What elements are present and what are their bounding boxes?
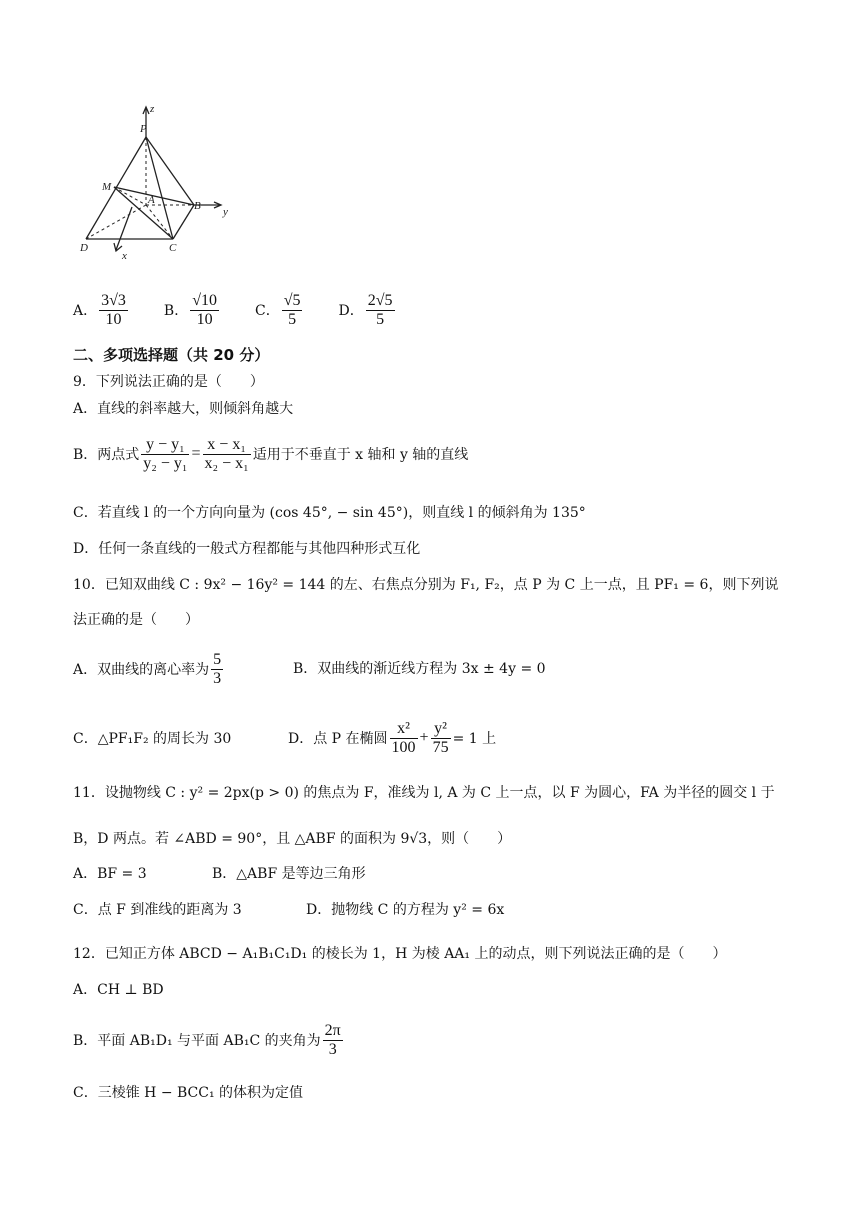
q11-option-d: D．抛物线 C 的方程为 y² = 6x [306, 902, 505, 918]
q12-option-b [73, 1018, 345, 1062]
q9-option-b [73, 432, 468, 476]
q10-option-b: B．双曲线的渐近线方程为 3x ± 4y = 0 [293, 661, 546, 677]
q10-d-fraction-1 [390, 720, 418, 757]
q12-b-num: 2π [324, 1021, 341, 1039]
q10-a-den: 3 [213, 669, 222, 687]
label-a: A [148, 194, 155, 206]
q12-b-den: 3 [328, 1040, 337, 1058]
q9-option-a: A．直线的斜率越大，则倾斜角越大 [73, 401, 294, 417]
q10-option-d [288, 716, 496, 760]
q10-d-plus: + [419, 729, 429, 746]
q10-stem-line2: 法正确的是（ ） [73, 612, 199, 628]
q9-b-post: 适用于不垂直于 x 轴和 y 轴的直线 [252, 447, 469, 463]
q8-b-letter: B． [163, 303, 189, 319]
label-z: z [150, 103, 155, 115]
q9-b-f1-den: y₂ − y₁ [143, 454, 188, 472]
q11-stem-line2: B，D 两点。若 ∠ABD = 90°，且 △ABF 的面积为 9√3，则（ ） [73, 831, 512, 847]
q11-option-b: B．△ABF 是等边三角形 [212, 866, 366, 882]
q10-a-fraction [211, 651, 223, 688]
q10-d-f2-num: y² [431, 720, 451, 739]
label-b: B [194, 200, 201, 212]
q9-b-fraction-1 [141, 436, 189, 473]
label-d: D [80, 242, 88, 254]
q9-option-c: C．若直线 l 的一个方向向量为 (cos 45°, − sin 45°)，则直线 l 的倾斜角为 135° [73, 505, 586, 521]
q8-option-c [255, 292, 305, 329]
q8-a-num: 3√3 [101, 291, 126, 309]
q10-stem-line1: 10．已知双曲线 C : 9x² − 16y² = 144 的左、右焦点分别为 F₁, F₂，点 P 为 C 上一点，且 PF₁ = 6，则下列说 [73, 577, 779, 593]
q8-d-den: 5 [376, 310, 385, 328]
q8-a-den: 10 [105, 310, 122, 328]
pyramid-figure [70, 102, 250, 262]
q8-d-fraction [366, 292, 395, 329]
q12-b-fraction [323, 1022, 343, 1059]
q9-stem: 9．下列说法正确的是（ ） [73, 374, 264, 390]
q8-option-a [73, 292, 130, 329]
q9-b-f1-num: y − y₁ [141, 436, 189, 455]
q8-c-den: 5 [288, 310, 297, 328]
q10-d-f1-num: x² [390, 720, 418, 739]
q10-a-pre: A．双曲线的离心率为 [73, 662, 210, 678]
label-m: M [102, 181, 112, 193]
q8-b-num: √10 [192, 291, 217, 309]
q11-stem-line1: 11．设抛物线 C : y² = 2px(p > 0) 的焦点为 F，准线为 l, A 为 C 上一点，以 F 为圆心，FA 为半径的圆交 l 于 [73, 785, 775, 801]
q9-b-eq: = [191, 445, 201, 462]
q11-option-a: A．BF = 3 [73, 866, 147, 882]
q8-option-d [338, 292, 396, 329]
q10-d-f2-den: 75 [432, 738, 449, 756]
q10-d-fraction-2 [431, 720, 451, 757]
section-heading: 二、多项选择题（共 20 分） [73, 346, 270, 364]
q9-b-fraction-2 [203, 436, 251, 473]
q8-b-den: 10 [196, 310, 213, 328]
q12-option-a: A．CH ⊥ BD [73, 982, 164, 998]
q8-c-letter: C． [254, 303, 280, 319]
q9-b-f2-den: x₂ − x₁ [204, 454, 249, 472]
q10-option-a [73, 647, 225, 691]
q9-option-d: D．任何一条直线的一般式方程都能与其他四种形式互化 [73, 541, 421, 557]
q8-a-fraction [99, 292, 128, 329]
q11-option-c: C．点 F 到准线的距离为 3 [73, 902, 242, 918]
q8-option-b [164, 292, 221, 329]
q8-a-letter: A． [73, 303, 98, 319]
q10-d-f1-den: 100 [391, 738, 416, 756]
label-p: P [140, 123, 147, 135]
q9-b-f2-num: x − x₁ [203, 436, 251, 455]
q12-b-pre: B．平面 AB₁D₁ 与平面 AB₁C 的夹角为 [73, 1033, 321, 1049]
label-c: C [169, 242, 177, 254]
q12-stem: 12．已知正方体 ABCD − A₁B₁C₁D₁ 的棱长为 1，H 为棱 AA₁ 上的动点，则下列说法正确的是（ ） [73, 946, 727, 962]
q8-b-fraction [190, 292, 219, 329]
q10-d-post: = 1 上 [452, 731, 497, 747]
q8-d-num: 2√5 [367, 291, 393, 309]
label-y: y [223, 206, 228, 218]
q10-d-pre: D．点 P 在椭圆 [288, 731, 388, 747]
label-x: x [122, 250, 127, 262]
q8-d-letter: D． [338, 303, 364, 319]
q10-option-c: C．△PF₁F₂ 的周长为 30 [73, 731, 232, 747]
q12-option-c: C．三棱锥 H − BCC₁ 的体积为定值 [73, 1085, 304, 1101]
q8-options [73, 288, 397, 332]
q10-a-num: 5 [213, 650, 222, 668]
q8-c-fraction [282, 292, 303, 329]
q8-c-num: √5 [283, 291, 301, 309]
q9-b-pre: B．两点式 [73, 447, 140, 463]
